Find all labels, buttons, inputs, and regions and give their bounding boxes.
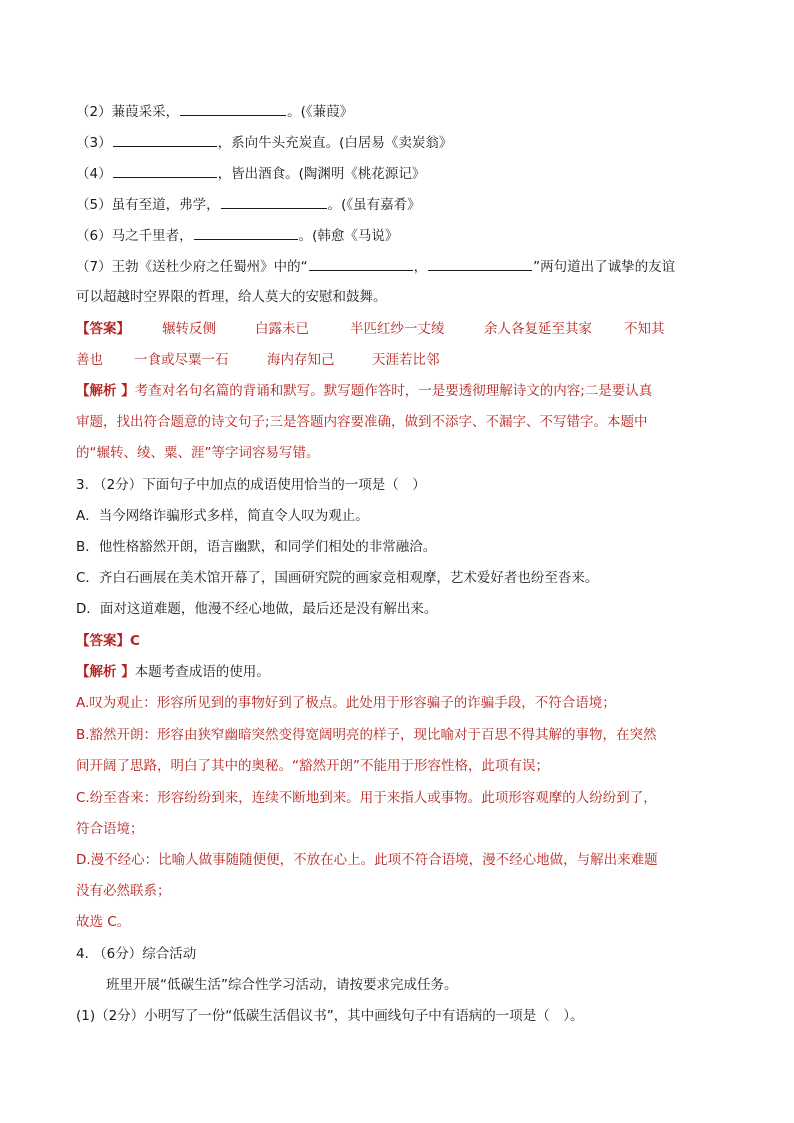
answer-item: 善也 bbox=[76, 352, 103, 368]
question-3-stem: 3. （2分）下面句子中加点的成语使用恰当的一项是（ ） bbox=[76, 477, 426, 493]
analysis-label: 【解析 】 bbox=[76, 383, 135, 399]
answer-label: 【答案】 bbox=[76, 633, 130, 649]
item-number: （6） bbox=[76, 228, 112, 244]
analysis-line: 的“辗转、绫、粟、涯”等字词容易写错。 bbox=[76, 445, 320, 461]
explanation-a: A.叹为观止：形容所见到的事物好到了极点。此处用于形容骗子的诈骗手段，不符合语境； bbox=[76, 695, 616, 711]
answer-value: C bbox=[130, 633, 140, 649]
fill-q7: （7）王勃《送杜少府之任蜀州》中的“ ， ”两句道出了诚挚的友谊 bbox=[76, 259, 676, 275]
answer-label: 【答案】 bbox=[76, 321, 130, 337]
conclusion: 故选 C。 bbox=[76, 914, 131, 930]
option-c[interactable]: C．齐白石画展在美术馆开幕了，国画研究院的画家竞相观摩，艺术爱好者也纷至沓来。 bbox=[76, 570, 599, 586]
item-number: （4） bbox=[76, 166, 112, 182]
answer-block bbox=[76, 632, 716, 650]
answer-blank[interactable] bbox=[113, 164, 217, 178]
explanation-d-cont: 没有必然联系； bbox=[76, 883, 171, 899]
explanation-d: D.漫不经心：比喻人做事随随便便，不放在心上。此项不符合语境，漫不经心地做，与解出来难题 bbox=[76, 852, 658, 868]
answer-item: 余人各复延至其家 bbox=[484, 321, 592, 337]
answer-blank[interactable] bbox=[221, 195, 327, 209]
analysis-block: 【解析 】本题考查成语的使用。 bbox=[76, 664, 270, 680]
question-4-stem: 4. （6分）综合活动 bbox=[76, 946, 197, 962]
answer-item: 海内存知己 bbox=[267, 352, 335, 368]
answer-blank[interactable] bbox=[309, 257, 413, 271]
item-number: （3） bbox=[76, 135, 112, 151]
item-number: （5） bbox=[76, 197, 112, 213]
question-4-sub1: (1)（2分）小明写了一份“低碳生活倡议书”，其中画线句子中有语病的一项是（ ）。 bbox=[76, 1008, 584, 1024]
explanation-b: B.豁然开朗：形容由狭窄幽暗突然变得宽阔明亮的样子，现比喻对于百思不得其解的事物，在突然 bbox=[76, 727, 657, 743]
fill-q7-line2: 可以超越时空界限的哲理，给人莫大的安慰和鼓舞。 bbox=[76, 289, 387, 305]
answer-item: 一食或尽粟一石 bbox=[134, 352, 229, 368]
answer-item: 天涯若比邻 bbox=[372, 352, 440, 368]
analysis-block: 【解析 】考查对名句名篇的背诵和默写。默写题作答时，一是要透彻理解诗文的内容;二是要认真 bbox=[76, 383, 653, 399]
explanation-c: C.纷至沓来：形容纷纷到来，连续不断地到来。用于来指人或事物。此项形容观摩的人纷纷到了， bbox=[76, 790, 657, 806]
answer-block bbox=[76, 320, 716, 338]
answer-block-line2 bbox=[76, 351, 716, 369]
question-4-intro: 班里开展“低碳生活”综合性学习活动，请按要求完成任务。 bbox=[106, 977, 458, 993]
item-number: （7） bbox=[76, 259, 112, 275]
answer-blank[interactable] bbox=[194, 226, 298, 240]
option-d[interactable]: D．面对这道难题，他漫不经心地做，最后还是没有解出来。 bbox=[76, 601, 438, 617]
analysis-line: 审题，找出符合题意的诗文句子;三是答题内容要准确，做到不添字、不漏字、不写错字。本题中 bbox=[76, 414, 648, 430]
answer-item: 白露未已 bbox=[255, 321, 309, 337]
analysis-label: 【解析 】 bbox=[76, 664, 135, 680]
fill-q6: （6）马之千里者， 。(韩愈《马说》 bbox=[76, 228, 399, 244]
answer-item: 半匹红纱一丈绫 bbox=[350, 321, 445, 337]
option-b[interactable]: B．他性格豁然开朗，语言幽默，和同学们相处的非常融洽。 bbox=[76, 539, 437, 555]
option-a[interactable]: A．当今网络诈骗形式多样，简直令人叹为观止。 bbox=[76, 508, 369, 524]
answer-blank[interactable] bbox=[180, 102, 286, 116]
fill-q2: （2）蒹葭采采， 。(《蒹葭》 bbox=[76, 104, 354, 120]
fill-q3: （3） ，系向牛头充炭直。(白居易《卖炭翁》 bbox=[76, 135, 453, 151]
fill-q5: （5）虽有至道，弗学， 。(《虽有嘉肴》 bbox=[76, 197, 421, 213]
answer-item: 辗转反侧 bbox=[162, 321, 216, 337]
item-number: （2） bbox=[76, 104, 112, 120]
fill-q4: （4） ，皆出酒食。(陶渊明《桃花源记》 bbox=[76, 166, 426, 182]
explanation-b-cont: 间开阔了思路，明白了其中的奥秘。“豁然开朗”不能用于形容性格，此项有误； bbox=[76, 758, 549, 774]
answer-blank[interactable] bbox=[428, 257, 532, 271]
explanation-c-cont: 符合语境； bbox=[76, 821, 144, 837]
answer-blank[interactable] bbox=[113, 133, 217, 147]
answer-item: 不知其 bbox=[624, 321, 665, 337]
